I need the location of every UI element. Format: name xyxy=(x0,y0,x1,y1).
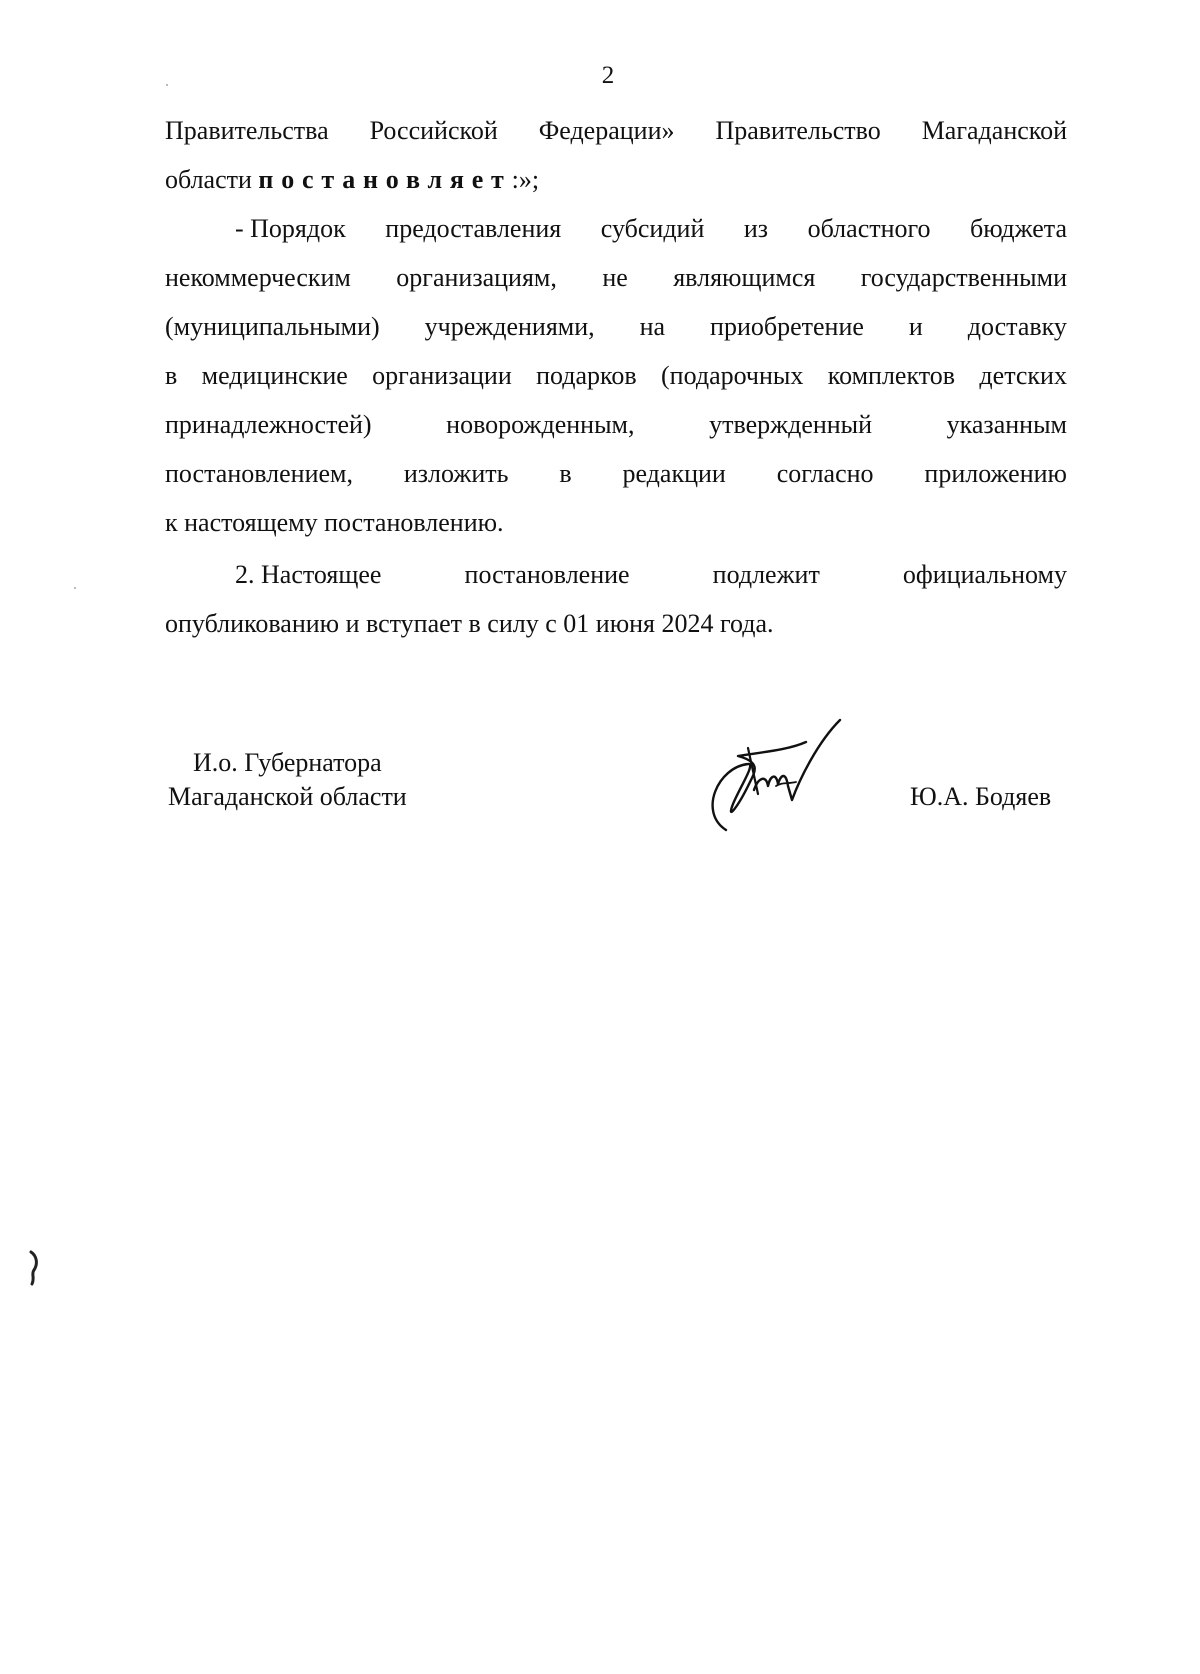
word: 2. Настоящее xyxy=(235,560,382,589)
text-line xyxy=(165,351,1067,400)
word: учреждениями, xyxy=(424,312,595,341)
text-line xyxy=(165,302,1067,351)
position-line: И.о. Губернатора xyxy=(192,748,382,777)
paragraph-intro xyxy=(165,106,1067,204)
word: не xyxy=(602,263,628,292)
word: подлежит xyxy=(712,560,820,589)
word: приложению xyxy=(924,459,1067,488)
text-line xyxy=(165,155,1067,204)
word: организациям, xyxy=(396,263,557,292)
word: организации xyxy=(372,361,512,390)
word: Российской xyxy=(369,116,498,145)
word: областного xyxy=(807,214,931,243)
scan-artifact-mark xyxy=(28,1250,40,1286)
scan-speck xyxy=(74,587,76,589)
word: на xyxy=(639,312,666,341)
resolution-keyword: постановляет xyxy=(258,165,512,194)
word: (муниципальными) xyxy=(165,312,380,341)
word: утвержденный xyxy=(709,410,873,439)
word: и xyxy=(908,312,923,341)
word: согласно xyxy=(776,459,874,488)
word: в xyxy=(165,361,178,390)
word: редакции xyxy=(622,459,726,488)
word: некоммерческим xyxy=(165,263,351,292)
word: субсидий xyxy=(600,214,705,243)
word: постановление xyxy=(464,560,630,589)
scan-speck xyxy=(166,84,168,86)
signer-name: Ю.А. Бодяев xyxy=(910,782,1052,811)
word: комплектов xyxy=(827,361,956,390)
text-line xyxy=(165,550,1067,599)
word: изложить xyxy=(403,459,509,488)
text-line xyxy=(165,204,1067,253)
text-line xyxy=(165,106,1067,155)
word: Правительство xyxy=(715,116,881,145)
word: подарков xyxy=(536,361,637,390)
word: Федерации» xyxy=(538,116,675,145)
word: приобретение xyxy=(710,312,864,341)
text-line xyxy=(165,253,1067,302)
word: из xyxy=(743,214,769,243)
position-line: Магаданской области xyxy=(168,782,407,811)
word: бюджета xyxy=(970,214,1067,243)
word: доставку xyxy=(967,312,1067,341)
word: медицинские xyxy=(201,361,348,390)
word: - Порядок xyxy=(235,214,346,243)
word: предоставления xyxy=(385,214,562,243)
word: в xyxy=(559,459,572,488)
signatory-position xyxy=(168,746,407,814)
text-line: опубликованию и вступает в силу с 01 июня 2024 года. xyxy=(165,609,774,638)
word: указанным xyxy=(946,410,1067,439)
page-number: 2 xyxy=(601,62,615,89)
text-fragment: :»; xyxy=(511,165,540,194)
word: постановлением, xyxy=(165,459,354,488)
word: детских xyxy=(979,361,1067,390)
paragraph-effective-date xyxy=(165,550,1067,648)
word: Магаданской xyxy=(921,116,1067,145)
word: принадлежностей) xyxy=(165,410,372,439)
word: государственными xyxy=(860,263,1067,292)
word: Правительства xyxy=(165,116,329,145)
text-line xyxy=(165,400,1067,449)
word: (подарочных xyxy=(661,361,804,390)
word: официальному xyxy=(902,560,1067,589)
word: являющимся xyxy=(673,263,816,292)
text-line: к настоящему постановлению. xyxy=(165,508,504,537)
handwritten-signature xyxy=(678,712,848,832)
paragraph-procedure xyxy=(165,204,1067,547)
word: новорожденным, xyxy=(446,410,635,439)
text-fragment: области xyxy=(165,165,259,194)
text-line xyxy=(165,449,1067,498)
